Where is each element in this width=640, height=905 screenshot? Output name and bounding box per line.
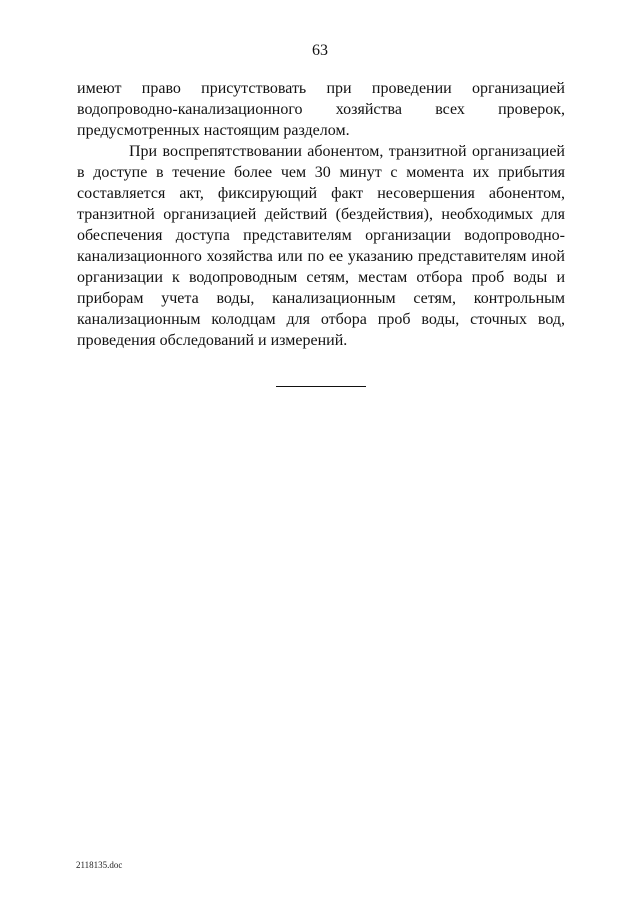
paragraph-access-obstruction: При воспрепятствовании абонентом, транзитной организацией в доступе в течение более чем 30 минут с момента их прибытия составляется акт, фиксирующий факт несовершения абонентом, транзитной организацией действий (бездействия), необходимых для обеспечения доступа представителям организации водопроводно-канализационного хозяйства или по ее указанию представителям иной организации к водопроводным сетям, местам отбора проб воды и приборам учета воды, канализационным сетям, контрольным канализационным колодцам для отбора проб воды, сточных вод, проведения обследований и измерений. [77, 143, 565, 349]
paragraph-continuation: имеют право присутствовать при проведении организацией водопроводно-канализационного хозяйства всех проверок, предусмотренных настоящим разделом. [77, 80, 565, 139]
page-number: 63 [312, 42, 328, 59]
document-body [77, 78, 565, 351]
footer-file-code: 2118135.doc [76, 860, 123, 870]
end-separator-line [276, 386, 366, 387]
